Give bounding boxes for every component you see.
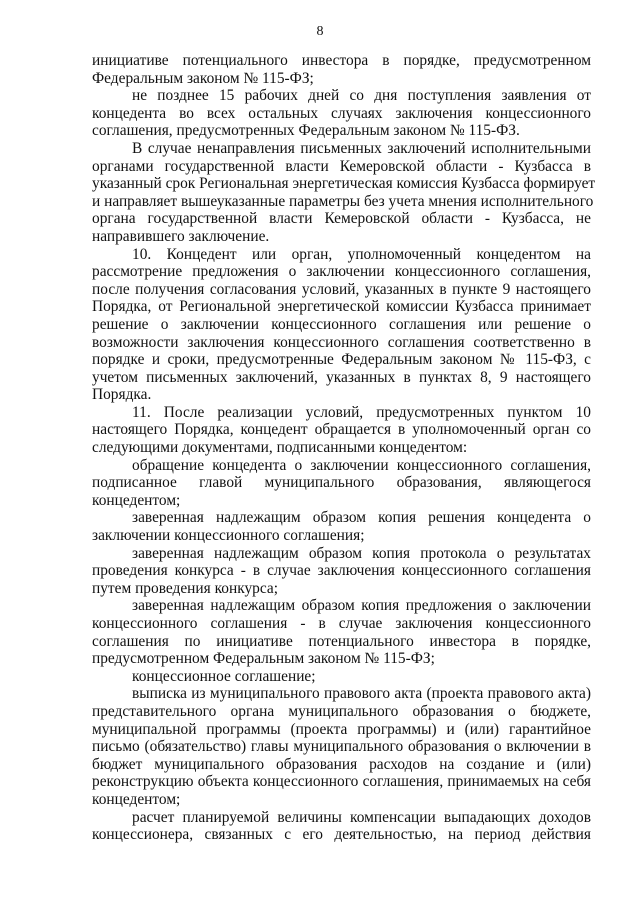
text-line: концессионное соглашение;: [132, 667, 316, 685]
text-line: выписка из муниципального правового акта (проекта правового акта): [132, 685, 591, 703]
text-line: и направляет вышеуказанные параметры без учета мнения исполнительного: [92, 192, 594, 210]
paragraph-p9: [92, 597, 591, 667]
paragraph-p11: [92, 685, 591, 808]
text-line: решение о заключении концессионного соглашения или решение о: [92, 315, 591, 333]
text-line: концессионного соглашения - в случае заключения концессионного: [92, 615, 591, 632]
paragraph-p6: [92, 457, 591, 510]
text-line: органами государственной власти Кемеровской области - Кузбасса в: [92, 157, 591, 175]
text-line: инициативе потенциального инвестора в порядке, предусмотренном: [92, 52, 591, 69]
text-line: рассмотрение предложения о заключении концессионного соглашения,: [92, 263, 591, 281]
text-line: органа государственной власти Кемеровской области - Кузбасса, не: [92, 210, 591, 228]
text-line: муниципальной программы (проекта программы) и (или) гарантийное: [92, 720, 591, 738]
text-line: бюджет муниципального образования расходов на создание и (или): [92, 755, 591, 773]
paragraph-p7: [92, 509, 591, 544]
text-line: концедентом;: [92, 790, 181, 808]
text-line: заверенная надлежащим образом копия решения концедента о: [132, 509, 591, 527]
text-line: заверенная надлежащим образом копия протокола о результатах: [132, 544, 591, 562]
text-line: Порядка, от Региональной энергетической комиссии Кузбасса принимает: [92, 298, 591, 316]
text-line: заключении концессионного соглашения;: [92, 527, 365, 545]
text-line: путем проведения конкурса;: [92, 579, 278, 597]
text-line: В случае ненаправления письменных заключений исполнительными: [132, 139, 591, 157]
text-line: подписанное главой муниципального образования, являющегося: [92, 474, 591, 492]
text-line: проведения конкурса - в случае заключения концессионного соглашения: [92, 562, 591, 580]
text-line: Федеральным законом № 115-ФЗ;: [92, 69, 314, 87]
text-line: направившего заключение.: [92, 227, 270, 245]
paragraph-p8: [92, 545, 591, 598]
text-line: возможности заключения концессионного соглашения соответственно в: [92, 333, 591, 351]
text-line: указанный срок Региональная энергетическая комиссия Кузбасса формирует: [92, 175, 596, 193]
text-line: обращение концедента о заключении концессионного соглашения,: [132, 456, 591, 474]
text-line: учетом письменных заключений, указанных в пунктах 8, 9 настоящего: [92, 368, 591, 386]
text-line: письмо (обязательство) главы муниципального образования о включении в: [92, 738, 591, 756]
paragraph-p10: [92, 668, 591, 686]
text-line: концедентом;: [92, 491, 181, 509]
text-line: порядке и сроки, предусмотренные Федеральным законом № 115-ФЗ, с: [92, 351, 591, 369]
paragraph-p3: [92, 139, 596, 246]
text-line: представительного органа муниципального образования о бюджете,: [92, 702, 591, 720]
text-line: расчет планируемой величины компенсации выпадающих доходов: [132, 808, 591, 826]
text-line: следующими документами, подписанными концедентом:: [92, 439, 468, 457]
page-number: 8: [316, 24, 324, 39]
text-line: реконструкцию объекта концессионного соглашения, принимаемых на себя: [92, 773, 591, 791]
text-line: заверенная надлежащим образом копия предложения о заключении: [132, 597, 591, 615]
paragraph-p2: [92, 87, 591, 140]
text-line: после получения согласования условий, указанных в пункте 9 настоящего: [92, 280, 591, 298]
text-line: настоящего Порядка, концедент обращается в уполномоченный орган со: [92, 421, 591, 439]
text-line: 10. Концедент или орган, уполномоченный концедентом на: [132, 245, 591, 263]
paragraph-p5: [92, 404, 591, 457]
paragraph-p12: [92, 809, 591, 844]
text-line: соглашения, предусмотренных Федеральным законом № 115-ФЗ.: [92, 122, 520, 140]
text-line: 11. После реализации условий, предусмотренных пунктом 10: [132, 403, 591, 421]
text-line: соглашения по инициативе потенциального инвестора в порядке,: [92, 632, 591, 650]
text-line: не позднее 15 рабочих дней со дня поступления заявления от: [132, 87, 591, 105]
text-line: концессионера, связанных с его деятельностью, на период действия: [92, 826, 591, 844]
text-line: предусмотренном Федеральным законом № 115-ФЗ;: [92, 650, 435, 668]
document-body: [92, 52, 596, 844]
text-line: Порядка.: [92, 386, 152, 404]
text-line: концедента во всех остальных случаях заключения концессионного: [92, 104, 591, 122]
paragraph-p1: [92, 52, 591, 87]
paragraph-p4: [92, 246, 591, 404]
